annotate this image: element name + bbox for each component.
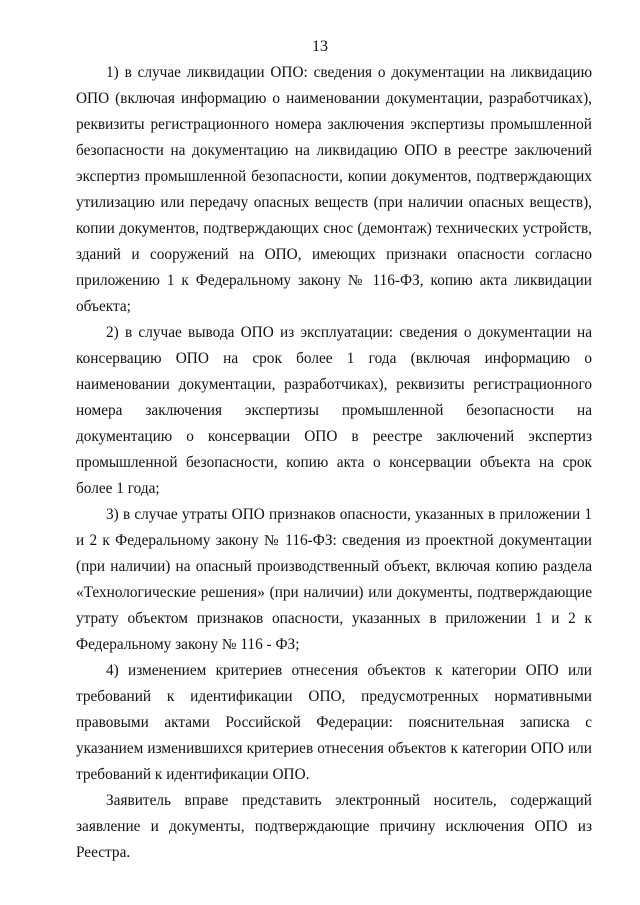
paragraph-criteria-change: 4) изменением критериев отнесения объектов к категории ОПО или требований к идентификации ОПО, предусмотренных нормативными правовыми актами Российской Федерации: пояснительная записка с указанием изменившихся критериев отнесения объектов к категории ОПО или требований к идентификации ОПО. — [76, 662, 592, 783]
page-number: 13 — [312, 38, 328, 55]
paragraph-electronic-media: Заявитель вправе представить электронный носитель, содержащий заявление и документы, подтверждающие причину исключения ОПО из Реестра. — [76, 792, 592, 861]
paragraph-liquidation: 1) в случае ликвидации ОПО: сведения о документации на ликвидацию ОПО (включая информацию о наименовании документации, разработчиках), реквизиты регистрационного номера заключения экспертизы промышленной безопасности на документацию на ликвидацию ОПО в реестре заключений экспертиз промышленной безопасности, копии документов, подтверждающих утилизацию или передачу опасных веществ (при наличии опасных веществ), копии документов, подтверждающих снос (демонтаж) технических устройств, зданий и сооружений на ОПО, имеющих признаки опасности согласно приложению 1 к Федеральному закону № 116-ФЗ, копию акта ликвидации объекта; — [76, 64, 592, 315]
paragraph-decommissioning: 2) в случае вывода ОПО из эксплуатации: сведения о документации на консервацию ОПО на срок более 1 года (включая информацию о наименовании документации, разработчиках), реквизиты регистрационного номера заключения экспертизы промышленной безопасности на документацию о консервации ОПО в реестре заключений экспертиз промышленной безопасности, копию акта о консервации объекта на срок более 1 года; — [76, 324, 592, 497]
document-body — [76, 60, 592, 866]
paragraph-loss-of-hazard: 3) в случае утраты ОПО признаков опасности, указанных в приложении 1 и 2 к Федеральному закону № 116-ФЗ: сведения из проектной документации (при наличии) на опасный производственный объект, включая копию раздела «Технологические решения» (при наличии) или документы, подтверждающие утрату объектом признаков опасности, указанных в приложении 1 и 2 к Федеральному закону № 116 - ФЗ; — [76, 506, 592, 653]
